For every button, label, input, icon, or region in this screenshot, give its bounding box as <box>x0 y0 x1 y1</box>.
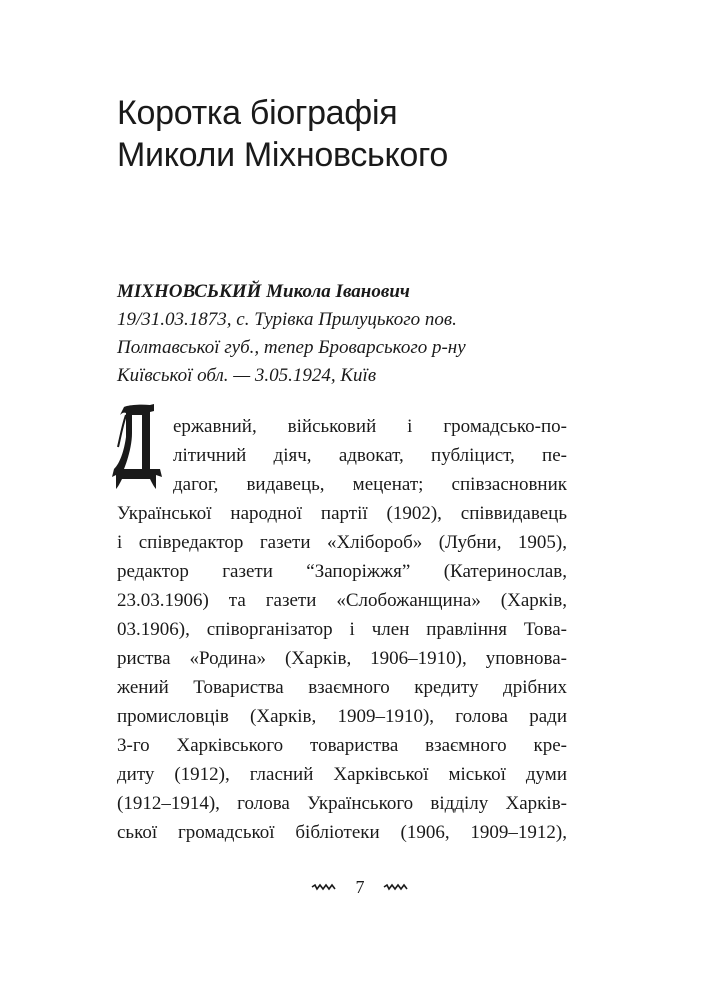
biography-dates-line: 19/31.03.1873, с. Турівка Прилуцького пов. <box>117 309 457 330</box>
wave-ornament-left-icon <box>311 883 337 891</box>
biography-paragraph <box>117 412 567 847</box>
paragraph-line: Української народної партії (1902), співвидавець <box>117 503 567 524</box>
wave-ornament-right-icon <box>383 883 409 891</box>
biography-dates-line: Київської обл. — 3.05.1924, Київ <box>117 365 377 386</box>
drop-cap-letter: Д <box>110 403 111 404</box>
paragraph-line: 23.03.1906) та газети «Слобожанщина» (Харків, <box>117 590 567 611</box>
paragraph-line: дагог, видавець, меценат; співзасновник <box>173 474 567 495</box>
paragraph-line: жений Товариства взаємного кредиту дрібних <box>117 677 567 698</box>
biography-header <box>117 278 597 390</box>
paragraph-line: 03.1906), співорганізатор і член правління Това- <box>117 619 567 640</box>
paragraph-line: (1912–1914), голова Українського відділу Харків- <box>117 793 567 814</box>
paragraph-line: ської громадської бібліотеки (1906, 1909–1912), <box>117 822 567 843</box>
paragraph-line: редактор газети “Запоріжжя” (Катеринослав, <box>117 561 567 582</box>
title-line-2: Миколи Міхновського <box>117 136 448 174</box>
page-number: 7 <box>355 876 365 897</box>
paragraph-line: і співредактор газети «Хлібороб» (Лубни, 1905), <box>117 532 567 553</box>
paragraph-line: ержавний, військовий і громадсько-по- <box>173 416 567 437</box>
page-footer <box>0 874 720 898</box>
page-title <box>117 92 637 176</box>
paragraph-line: промисловців (Харків, 1909–1910), голова ради <box>117 706 567 727</box>
paragraph-line: літичний діяч, адвокат, публіцист, пе- <box>173 445 567 466</box>
biography-dates-line: Полтавської губ., тепер Броварського р-ну <box>117 337 466 358</box>
given-names: Микола Іванович <box>266 281 410 302</box>
paragraph-line: риства «Родина» (Харків, 1906–1910), уповнова- <box>117 648 567 669</box>
biography-name-line <box>117 278 597 306</box>
surname: МІХНОВСЬКИЙ <box>117 281 262 302</box>
paragraph-line: диту (1912), гласний Харківської міської думи <box>117 764 567 785</box>
title-line-1: Коротка біографія <box>117 94 398 132</box>
paragraph-line: 3-го Харківського товариства взаємного кре- <box>117 735 567 756</box>
